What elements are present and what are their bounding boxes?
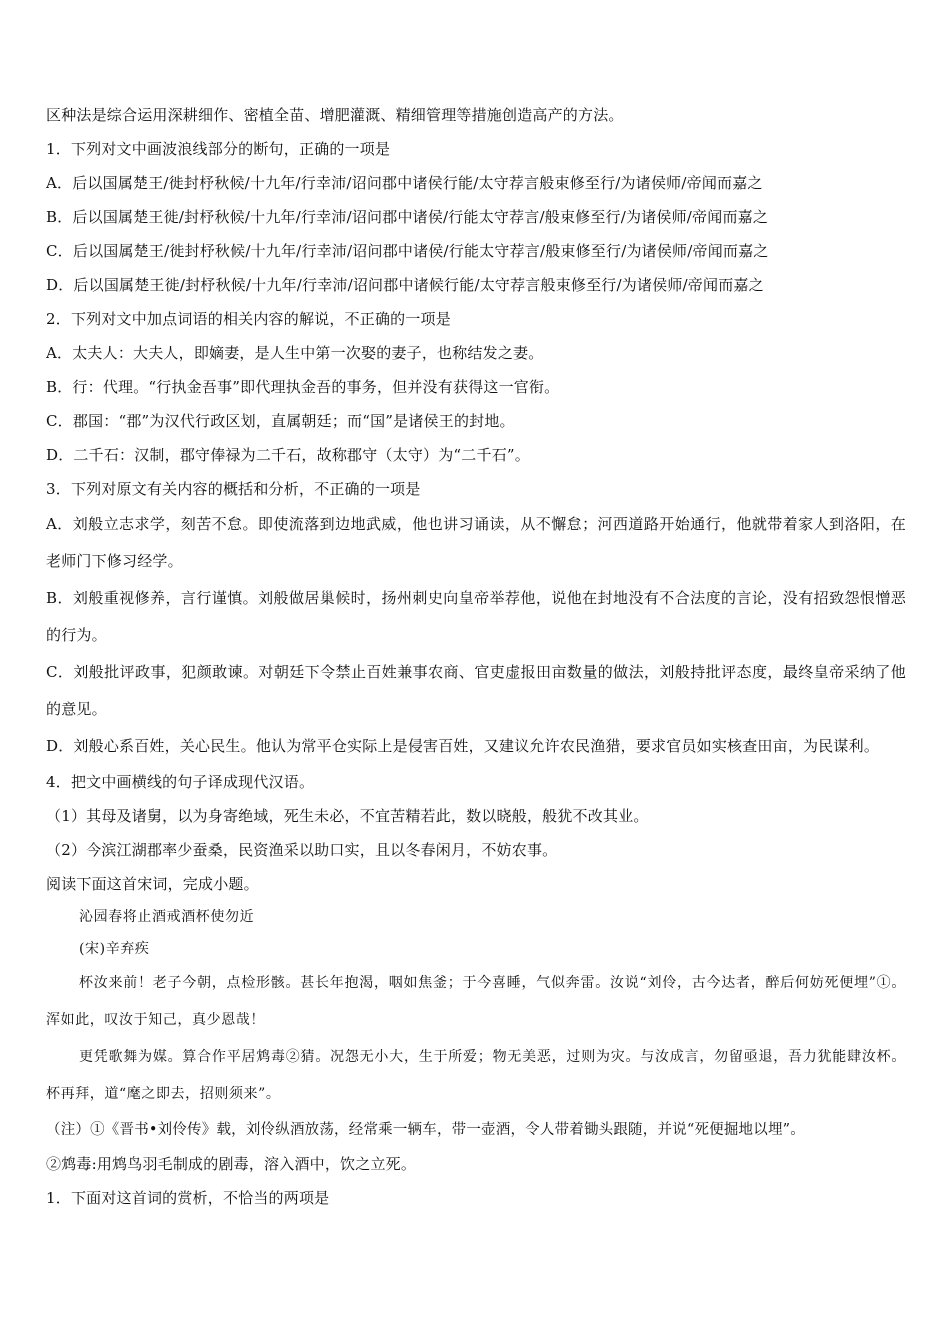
question-3-stem: 3．下列对原文有关内容的概括和分析，不正确的一项是 (46, 480, 421, 498)
question-4-item-2: （2）今滨江湖郡率少蚕桑，民资渔采以助口实，且以冬春闲月，不妨农事。 (46, 841, 558, 859)
question-1-option-c: C．后以国属楚王/徙封杼秋候/十九年/行幸沛/诏问郡中诸侯/行能太守荐言/般束修至行/为诸侯师/帝闻而嘉之 (46, 242, 769, 260)
question-2-option-d: D．二千石：汉制，郡守俸禄为二千石，故称郡守（太守）为“二千石”。 (46, 446, 530, 464)
question-4-stem: 4．把文中画横线的句子译成现代汉语。 (46, 773, 315, 791)
poem-author: (宋)辛弃疾 (79, 941, 150, 957)
poem-question-1-stem: 1．下面对这首词的赏析，不恰当的两项是 (46, 1189, 330, 1207)
question-1-option-d: D．后以国属楚王徙/封杼秋候/十九年/行幸沛/诏问郡中诸候行能/太守荐言般束修至行/为诸侯师/帝闻而嘉之 (46, 276, 764, 294)
question-1-option-a: A．后以国属楚王/徙封杼秋候/十九年/行幸沛/诏问郡中诸侯行能/太守荐言般束修至行/为诸侯师/帝闻而嘉之 (46, 174, 763, 192)
question-3-option-c: C．刘般批评政事，犯颜敢谏。对朝廷下令禁止百姓兼事农商、官吏虚报田亩数量的做法，刘般持批评态度，最终皇帝采纳了他的意见。 (46, 663, 906, 718)
reading-instruction: 阅读下面这首宋词，完成小题。 (46, 875, 259, 893)
poem-title: 沁园春将止酒戒酒杯使勿近 (79, 909, 255, 925)
poem-note-1: （注）①《晋书•刘伶传》载，刘伶纵酒放荡，经常乘一辆车，带一壶酒，令人带着锄头跟随，并说“死便掘地以埋”。 (46, 1122, 805, 1138)
question-1-stem: 1．下列对文中画波浪线部分的断句，正确的一项是 (46, 140, 391, 158)
question-2-option-a: A．太夫人：大夫人，即嫡妻，是人生中第一次娶的妻子，也称结发之妻。 (46, 344, 544, 362)
question-2-stem: 2．下列对文中加点词语的相关内容的解说，不正确的一项是 (46, 310, 451, 328)
question-1-option-b: B．后以国属楚王徙/封杼秋候/十九年/行幸沛/诏问郡中诸侯/行能太守荐言/般束修至行/为诸侯师/帝闻而嘉之 (46, 208, 769, 226)
question-3-option-d: D．刘般心系百姓，关心民生。他认为常平仓实际上是侵害百姓，又建议允许农民渔猎，要求官员如实核查田亩，为民谋利。 (46, 737, 880, 755)
poem-stanza-1: 杯汝来前！老子今朝，点检形骸。甚长年抱渴，咽如焦釜；于今喜睡，气似奔雷。汝说“刘伶，古今达者，醉后何妨死便埋”①。浑如此，叹汝于知己，真少恩哉！ (46, 975, 906, 1028)
passage-tail: 区种法是综合运用深耕细作、密植全苗、增肥灌溉、精细管理等措施创造高产的方法。 (46, 106, 624, 124)
question-2-option-c: C．郡国：“郡”为汉代行政区划，直属朝廷；而“国”是诸侯王的封地。 (46, 412, 515, 430)
question-2-option-b: B．行：代理。“行执金吾事”即代理执金吾的事务，但并没有获得这一官衔。 (46, 378, 560, 396)
question-3-option-a: A．刘般立志求学，刻苦不怠。即使流落到边地武威，他也讲习诵读，从不懈怠；河西道路开始通行，他就带着家人到洛阳，在老师门下修习经学。 (46, 515, 906, 570)
poem-stanza-2: 更凭歌舞为媒。算合作平居鸩毒②猜。况怨无小大，生于所爱；物无美恶，过则为灾。与汝成言，勿留亟退，吾力犹能肆汝杯。杯再拜，道“麾之即去，招则须来”。 (46, 1049, 906, 1102)
question-4-item-1: （1）其母及诸舅，以为身寄绝域，死生未必，不宜苦精若此，数以晓般，般犹不改其业。 (46, 807, 649, 825)
poem-note-2: ②鸩毒:用鸩鸟羽毛制成的剧毒，溶入酒中，饮之立死。 (46, 1155, 417, 1173)
question-3-option-b: B．刘般重视修养，言行谨慎。刘般做居巢候时，扬州刺史向皇帝举荐他，说他在封地没有不合法度的言论，没有招致怨恨憎恶的行为。 (46, 589, 906, 644)
